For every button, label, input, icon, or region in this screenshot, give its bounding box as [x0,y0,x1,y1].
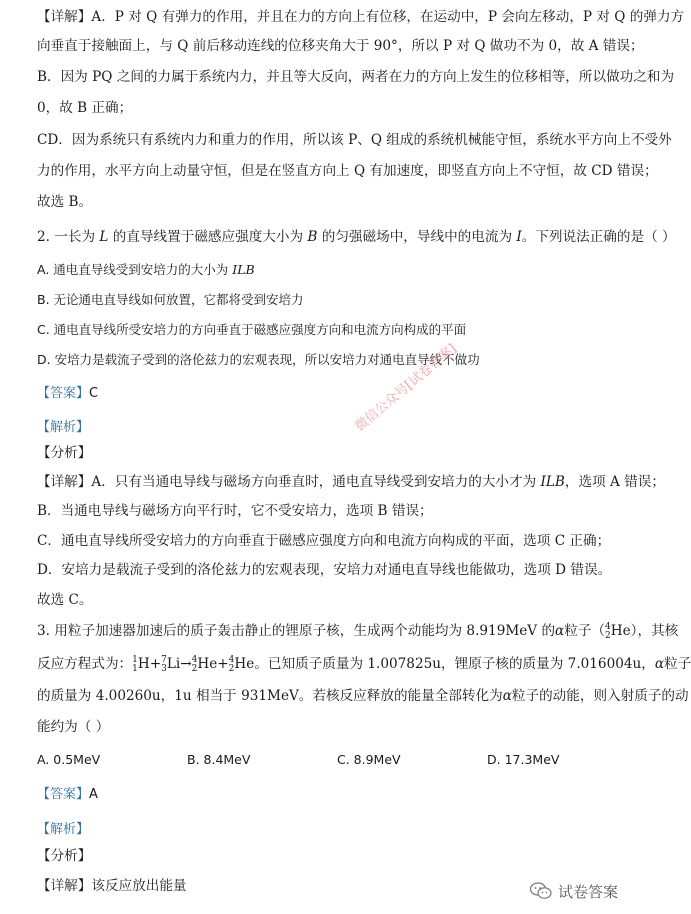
q3-option-d: D. 17.3MeV [487,752,560,767]
q1-detail-line-5: CD．因为系统只有系统内力和重力的作用，所以该 P、Q 组成的系统机械能守恒，系统水平方向上不受外 [37,132,672,148]
q3-he3-nuclide: 4 2 [228,654,235,674]
q2-answer-value: C [89,386,99,401]
q1-detail-line-4: 0，故 B 正确； [37,100,133,116]
q2-stem-part-a: 2. 一长为 [37,229,100,245]
brand-logo-text: 试卷答案 [558,882,619,901]
q3-fenxi-label: 【分析】 [37,848,92,864]
q3-answer-value: A [89,787,98,802]
q3-he2-nuclide: 4 2 [191,654,198,674]
q2-var-L: L [99,229,109,245]
q3-option-c: C. 8.9MeV [337,752,401,767]
q2-detail-a [37,472,665,492]
q1-detail-line-2: 向垂直于接触面上，与 Q 前后移动连线的位移夹角大于 90°，所以 P 对 Q 做功不为 0，故 A 错误； [37,38,644,54]
q3-detail: 【详解】该反应放出能量 [37,878,187,894]
q3-alpha-2: α [654,656,665,672]
q2-stem-part-c: 的匀强磁场中，导线中的电流为 [317,229,517,245]
q3-alpha: α [555,623,565,639]
watermark-stamp: 微信公众号[试卷答案] [352,341,460,435]
q2-answer-label: 【答案】 [37,386,90,401]
q3-plus-1: + [149,656,162,672]
q3-stem3-text-b: 粒子的动能，则入射质子的动 [511,688,689,704]
q2-var-B: B [307,229,318,245]
q3-he-nuclide: 4 2 [605,621,611,641]
q2-detail-d: D．安培力是载流子受到的洛伦兹力的宏观表现，安培力对通电直导线也能做功，选项 D 错误。 [37,562,612,578]
q3-he-symbol: He [610,623,631,639]
q2-detail-b: B．当通电导线与磁场方向平行时，它不受安培力，选项 B 错误； [37,503,433,519]
q3-stem-line-3 [37,686,689,706]
q3-alpha-3: α [502,688,512,704]
q1-detail-line-6: 力的作用，水平方向上动量守恒，但是在竖直方向上 Q 有加速度，即竖直方向上不守恒，故 CD 错误； [37,163,658,179]
q2-stem-part-b: 的直导线置于磁感应强度大小为 [108,229,308,245]
q2-detail-c: C．通电直导线所受安培力的方向垂直于磁感应强度方向和电流方向构成的平面，选项 C 正确； [37,533,611,549]
q3-answer-label: 【答案】 [37,787,90,802]
q3-stem2-text: 反应方程式为： [37,656,133,672]
q3-h-nuclide: 1 1 [132,654,138,674]
q3-stem1-text-b: 粒子（ [564,623,606,639]
q1-detail-line-7: 故选 B。 [37,194,93,210]
q2-answer [37,384,630,404]
q2-option-a-text: A. 通电直导线受到安培力的大小为 [37,262,233,277]
q2-jiexi-label: 【解析】 [37,420,90,435]
q2-option-b: B. 无论通电直导线如何放置，它都将受到安培力 [37,292,304,307]
q3-stem2-text-c: 粒子 [664,656,691,672]
q3-stem3-text: 的质量为 4.00260u，1u 相当于 931MeV。若核反应释放的能量全部转化为 [37,688,503,704]
q2-fenxi-label: 【分析】 [37,445,92,461]
q3-jiexi-label: 【解析】 [37,822,90,837]
q3-plus-2: + [217,656,229,672]
q3-li-symbol: Li [166,656,181,672]
q3-stem-line-1 [37,621,679,641]
q2-var-I: I [516,229,522,245]
q1-detail-line-3: B．因为 PQ 之间的力属于系统内力，并且等大反向，两者在力的方向上发生的位移相等，所以做功之和为 [37,69,675,85]
q3-options [37,750,637,770]
q3-arrow: → [180,656,192,672]
q3-stem2-text-b: 。已知质子质量为 1.007825u，锂原子核的质量为 7.016004u， [254,656,655,672]
q2-choose: 故选 C。 [37,592,93,608]
q2-detail-a-text: 【详解】A．只有当通电导线与磁场方向垂直时，通电直导线受到安培力的大小才为 [37,474,541,490]
q2-option-d: D. 安培力是载流子受到的洛伦兹力的宏观表现，所以安培力对通电直导线不做功 [37,352,480,367]
q3-he3-symbol: He [234,656,255,672]
q3-stem1-text-c: ），其核 [630,623,679,639]
q2-detail-a-end: ，选项 A 错误； [564,474,665,490]
brand-logo [530,878,618,904]
q3-stem-line-4: 能约为（ ） [37,719,110,735]
q3-li-nuclide: 7 3 [161,654,167,674]
q2-option-c: C. 通电直导线所受安培力的方向垂直于磁感应强度方向和电流方向构成的平面 [37,322,467,337]
q3-stem-line-2 [37,654,691,674]
q3-answer [37,785,630,805]
q2-detail-a-var: ILB [540,474,565,490]
q3-stem1-text: 3. 用粒子加速器加速后的质子轰击静止的锂原子核，生成两个动能均为 8.919MeV 的 [37,623,556,639]
q3-option-b: B. 8.4MeV [187,752,251,767]
q3-option-a: A. 0.5MeV [37,752,101,767]
q3-he2-symbol: He [197,656,218,672]
q2-option-a-var: ILB [232,262,255,277]
q1-detail-line-1: 【详解】A．P 对 Q 有弹力的作用，并且在力的方向上有位移，在运动中，P 会向左移动，P 对 Q 的弹力方 [37,9,685,25]
q2-stem [37,227,676,247]
q2-stem-part-d: 。下列说法正确的是（ ） [521,229,676,245]
wechat-icon [530,882,552,900]
q3-h-symbol: H [137,656,150,672]
